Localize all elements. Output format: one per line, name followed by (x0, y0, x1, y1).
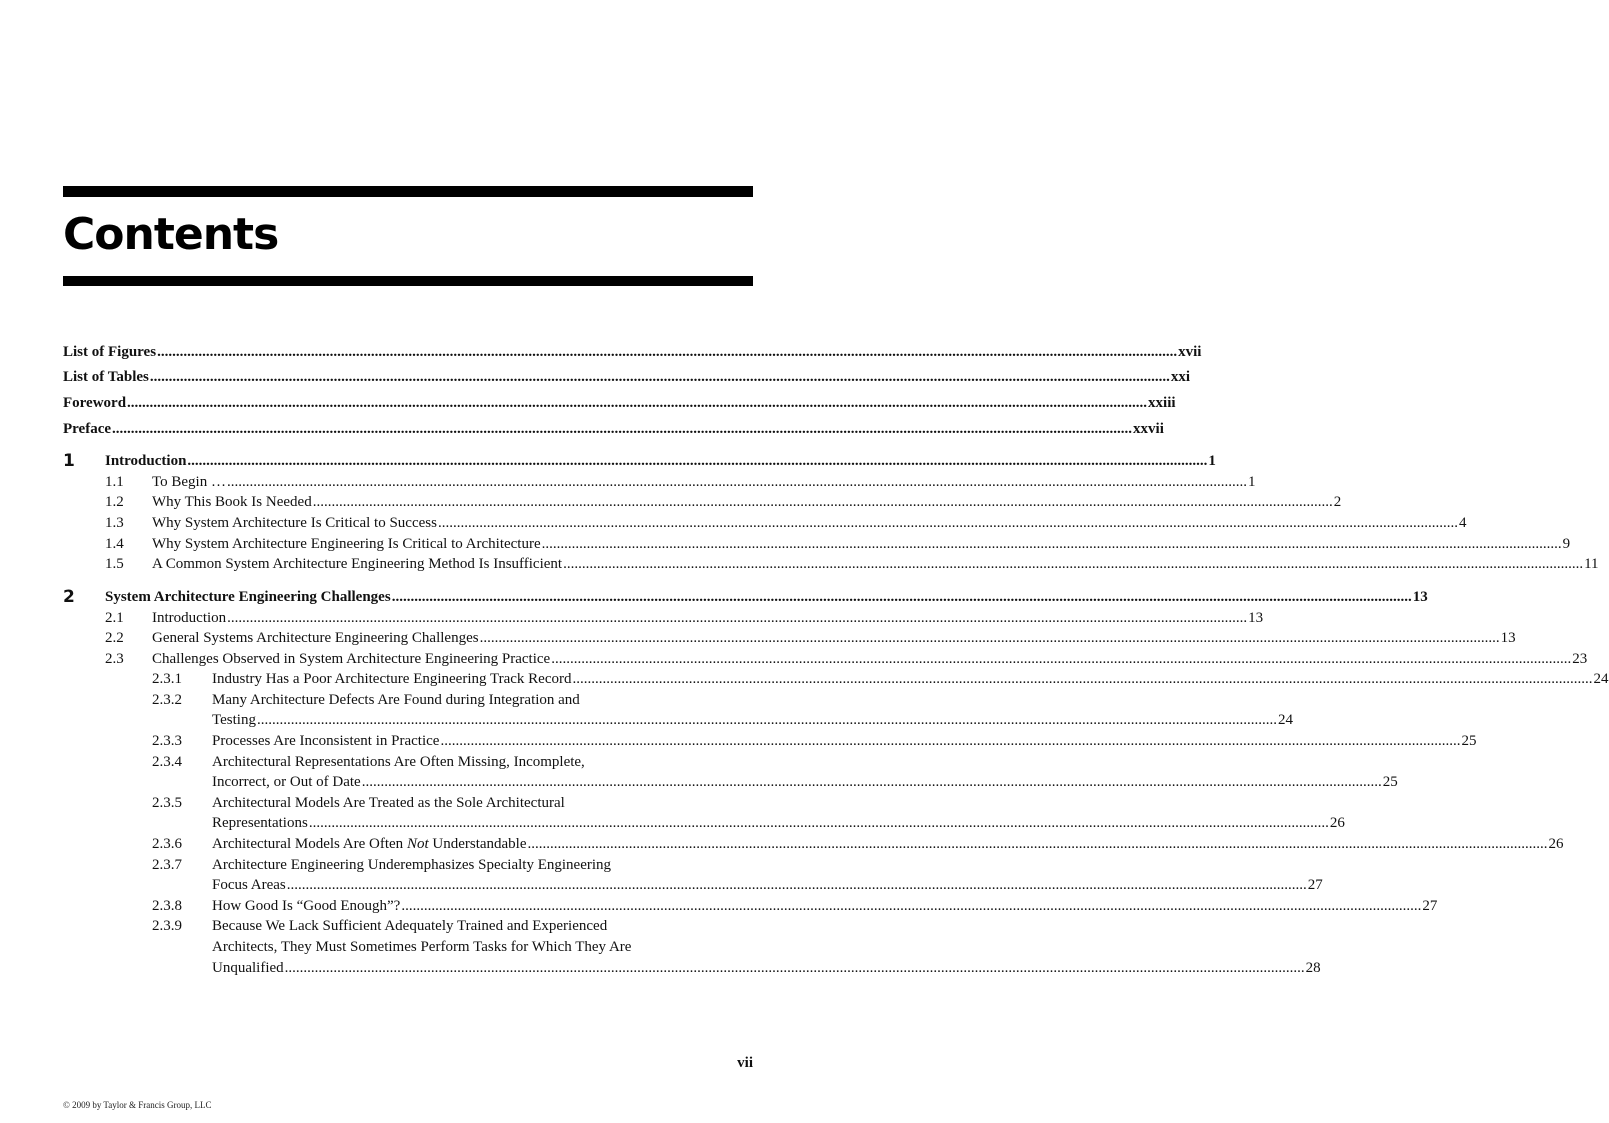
copyright-notice: © 2009 by Taylor & Francis Group, LLC (63, 1100, 212, 1110)
toc-subsection[interactable]: Focus Areas ..... 27 (212, 877, 753, 894)
section-number: 1.2 (105, 494, 124, 510)
title-emphasis: Not (406, 836, 429, 852)
toc-subsection[interactable]: Testing ..... 24 (212, 712, 753, 729)
toc-section[interactable]: Challenges Observed in System Architecture Engineering Practice ..... 23 (152, 651, 753, 668)
section-number: 2.1 (105, 610, 124, 626)
page-title: Contents (63, 209, 279, 260)
subsection-number: 2.3.8 (152, 898, 182, 914)
toc-subsection[interactable]: How Good Is “Good Enough”? ..... 27 (212, 898, 753, 915)
page-number: vii (737, 1055, 753, 1071)
toc-subsection-line[interactable]: Because We Lack Sufficient Adequately Trained and Experienced (212, 918, 608, 934)
section-number: 2.3 (105, 651, 124, 667)
toc-entry-preface[interactable]: Preface ..... xxvii (63, 421, 753, 438)
toc-subsection-line[interactable]: Architecture Engineering Underemphasizes Specialty Engineering (212, 857, 612, 873)
toc-entry-foreword[interactable]: Foreword ..... xxiii (63, 395, 753, 412)
toc-subsection-line[interactable]: Architectural Representations Are Often Missing, Incomplete, (212, 754, 585, 770)
title-part: Architectural Models Are Often (212, 836, 407, 852)
toc-subsection[interactable]: Incorrect, or Out of Date ..... 25 (212, 774, 753, 791)
toc-entry-list-of-figures[interactable]: List of Figures ..... xvii (63, 344, 753, 361)
subsection-number: 2.3.4 (152, 754, 182, 770)
toc-subsection[interactable]: Architectural Models Are Often Not Understandable ..... 26 (212, 836, 753, 853)
toc-subsection[interactable]: Industry Has a Poor Architecture Engineering Track Record ..... 24 (212, 671, 753, 688)
subsection-number: 2.3.2 (152, 692, 182, 708)
subsection-number: 2.3.5 (152, 795, 182, 811)
subsection-number: 2.3.3 (152, 733, 182, 749)
toc-section[interactable]: General Systems Architecture Engineering Challenges ..... 13 (152, 630, 753, 647)
chapter-number: 1 (63, 451, 75, 471)
chapter-number: 2 (63, 587, 75, 607)
toc-chapter-1[interactable]: Introduction ..... 1 (105, 453, 753, 470)
toc-subsection[interactable]: Processes Are Inconsistent in Practice ..... 25 (212, 733, 753, 750)
toc-subsection-line[interactable]: Architectural Models Are Treated as the Sole Architectural (212, 795, 565, 811)
section-number: 1.5 (105, 556, 124, 572)
subsection-number: 2.3.6 (152, 836, 182, 852)
subsection-number: 2.3.1 (152, 671, 182, 687)
toc-section[interactable]: To Begin … ..... 1 (152, 474, 753, 491)
toc-entry-list-of-tables[interactable]: List of Tables ..... xxi (63, 369, 753, 386)
toc-section[interactable]: Why System Architecture Engineering Is Critical to Architecture ..... 9 (152, 536, 753, 553)
title-part: Understandable (428, 836, 527, 852)
toc-subsection[interactable]: Unqualified ..... 28 (212, 960, 753, 977)
toc-subsection[interactable]: Representations ..... 26 (212, 815, 753, 832)
section-number: 1.1 (105, 474, 124, 490)
section-number: 1.4 (105, 536, 124, 552)
toc-subsection-line[interactable]: Architects, They Must Sometimes Perform Tasks for Which They Are (212, 939, 632, 955)
toc-section[interactable]: Introduction ..... 13 (152, 610, 753, 627)
subsection-number: 2.3.9 (152, 918, 182, 934)
toc-section[interactable]: Why System Architecture Is Critical to Success ..... 4 (152, 515, 753, 532)
toc-chapter-2[interactable]: System Architecture Engineering Challenges ..... 13 (105, 589, 753, 606)
section-number: 2.2 (105, 630, 124, 646)
section-number: 1.3 (105, 515, 124, 531)
toc-section[interactable]: Why This Book Is Needed ..... 2 (152, 494, 753, 511)
subsection-number: 2.3.7 (152, 857, 182, 873)
toc-section[interactable]: A Common System Architecture Engineering Method Is Insufficient ..... 11 (152, 556, 753, 573)
toc-subsection-line[interactable]: Many Architecture Defects Are Found during Integration and (212, 692, 580, 708)
